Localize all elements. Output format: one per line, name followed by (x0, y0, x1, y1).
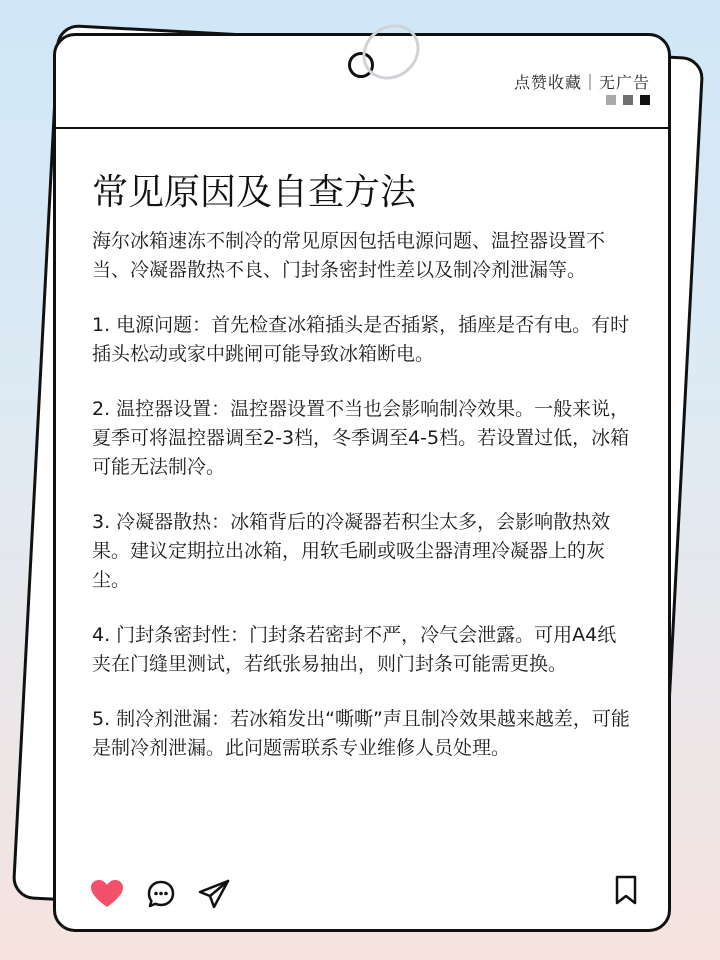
paragraph: 1. 电源问题：首先检查冰箱插头是否插紧，插座是否有电。有时插头松动或家中跳闸可能导致冰箱断电。 (92, 314, 630, 365)
comment-icon[interactable] (146, 879, 176, 909)
action-bar (90, 879, 230, 909)
hang-ring (351, 13, 430, 91)
paragraph: 5. 制冷剂泄漏：若冰箱发出“嘶嘶”声且制冷效果越来越差，可能是制冷剂泄漏。此问题需联系专业维修人员处理。 (92, 708, 630, 759)
paragraph: 3. 冷凝器散热：冰箱背后的冷凝器若积尘太多，会影响散热效果。建议定期拉出冰箱，用软毛刷或吸尘器清理冷凝器上的灰尘。 (92, 511, 611, 591)
tag-label: 点赞收藏｜无广告 (513, 73, 650, 92)
paragraph: 海尔冰箱速冻不制冷的常见原因包括电源问题、温控器设置不当、冷凝器散热不良、门封条密封性差以及制冷剂泄漏等。 (92, 230, 606, 281)
indicator-squares (606, 95, 650, 105)
indicator-square (623, 95, 633, 105)
article-body (92, 227, 632, 789)
note-card (53, 33, 671, 932)
indicator-square (606, 95, 616, 105)
page-title: 常见原因及自查方法 (92, 172, 417, 213)
share-icon[interactable] (198, 879, 230, 909)
indicator-square (640, 95, 650, 105)
heart-icon[interactable] (90, 879, 124, 909)
header-divider (56, 127, 668, 129)
bookmark-icon[interactable] (614, 875, 638, 909)
paragraph: 4. 门封条密封性：门封条若密封不严，冷气会泄露。可用A4纸夹在门缝里测试，若纸张易抽出，则门封条可能需更换。 (92, 624, 617, 675)
paragraph: 2. 温控器设置：温控器设置不当也会影响制冷效果。一般来说，夏季可将温控器调至2-3档，冬季调至4-5档。若设置过低，冰箱可能无法制冷。 (92, 398, 630, 478)
